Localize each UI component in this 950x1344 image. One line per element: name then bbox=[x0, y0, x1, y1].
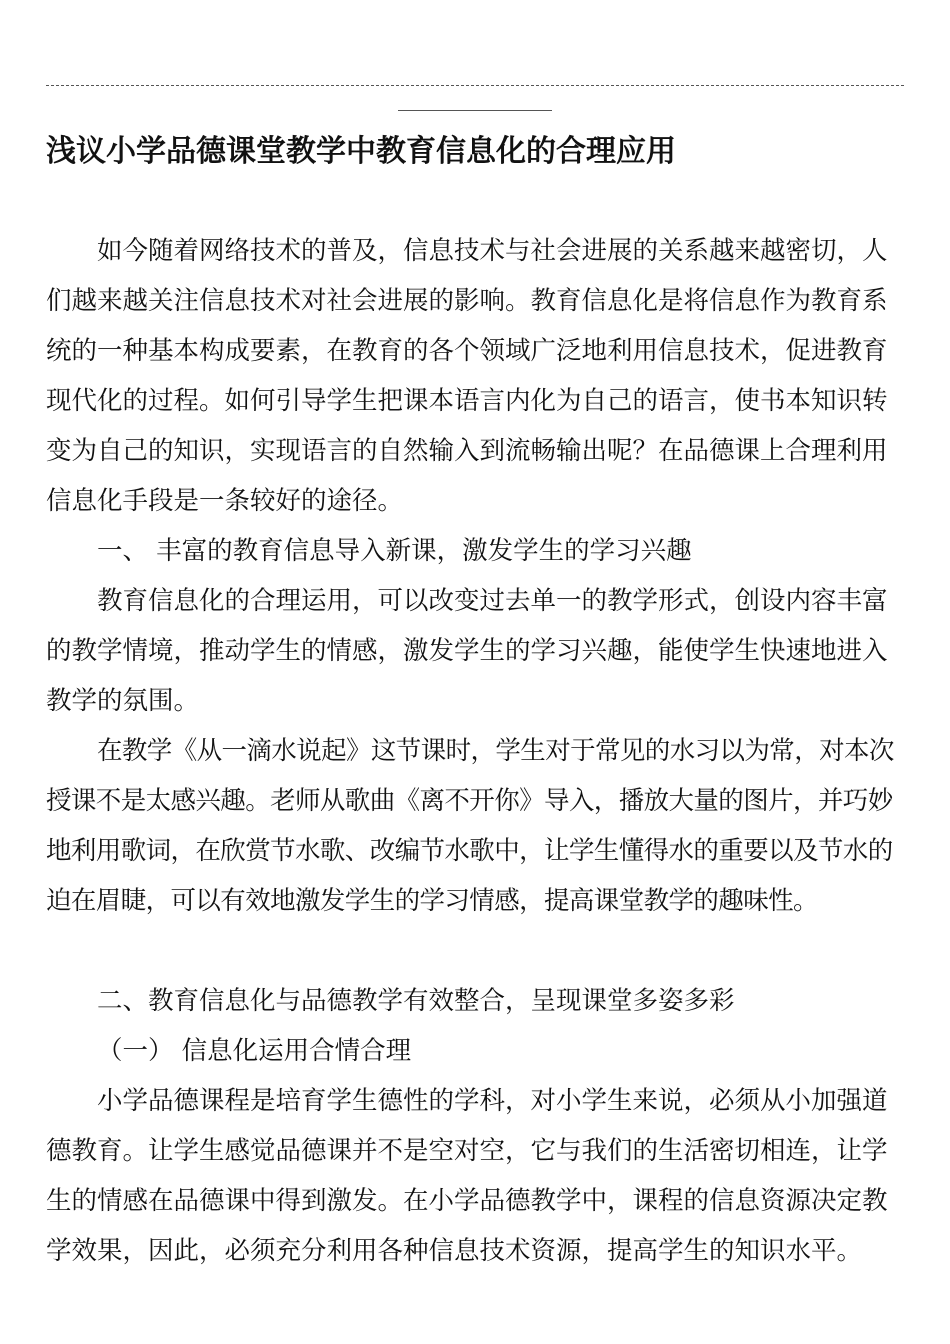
subsection-heading-1: （一） 信息化运用合情合理 bbox=[97, 1036, 412, 1066]
document-title: 浅议小学品德课堂教学中教育信息化的合理应用 bbox=[46, 134, 676, 169]
header-short-rule bbox=[398, 110, 552, 111]
header-dashed-rule bbox=[46, 85, 904, 86]
paragraph-2: 在教学《从一滴水说起》这节课时，学生对于常见的水习以为常，对本次授课不是太感兴趣。老师从歌曲《离不开你》导入，播放大量的图片，并巧妙地利用歌词，在欣赏节水歌、改编节水歌中，让学生懂得水的重要以及节水的迫在眉睫，可以有效地激发学生的学习情感，提高课堂教学的趣味性。 bbox=[46, 736, 894, 916]
document-body bbox=[46, 226, 898, 1276]
paragraph-spacer bbox=[46, 926, 898, 976]
section-heading-2: 二、教育信息化与品德教学有效整合，呈现课堂多姿多彩 bbox=[97, 986, 735, 1016]
paragraph-intro: 如今随着网络技术的普及，信息技术与社会进展的关系越来越密切，人们越来越关注信息技术对社会进展的影响。教育信息化是将信息作为教育系统的一种基本构成要素，在教育的各个领域广泛地利用信息技术，促进教育现代化的过程。如何引导学生把课本语言内化为自己的语言，使书本知识转变为自己的知识，实现语言的自然输入到流畅输出呢？在品德课上合理利用信息化手段是一条较好的途径。 bbox=[46, 236, 888, 516]
paragraph-3: 小学品德课程是培育学生德性的学科，对小学生来说，必须从小加强道德教育。让学生感觉品德课并不是空对空，它与我们的生活密切相连，让学生的情感在品德课中得到激发。在小学品德教学中，课程的信息资源决定教学效果，因此，必须充分利用各种信息技术资源，提高学生的知识水平。 bbox=[46, 1086, 888, 1266]
paragraph-1: 教育信息化的合理运用，可以改变过去单一的教学形式，创设内容丰富的教学情境，推动学生的情感，激发学生的学习兴趣，能使学生快速地进入教学的氛围。 bbox=[46, 586, 888, 716]
section-heading-1: 一、 丰富的教育信息导入新课，激发学生的学习兴趣 bbox=[97, 536, 692, 566]
